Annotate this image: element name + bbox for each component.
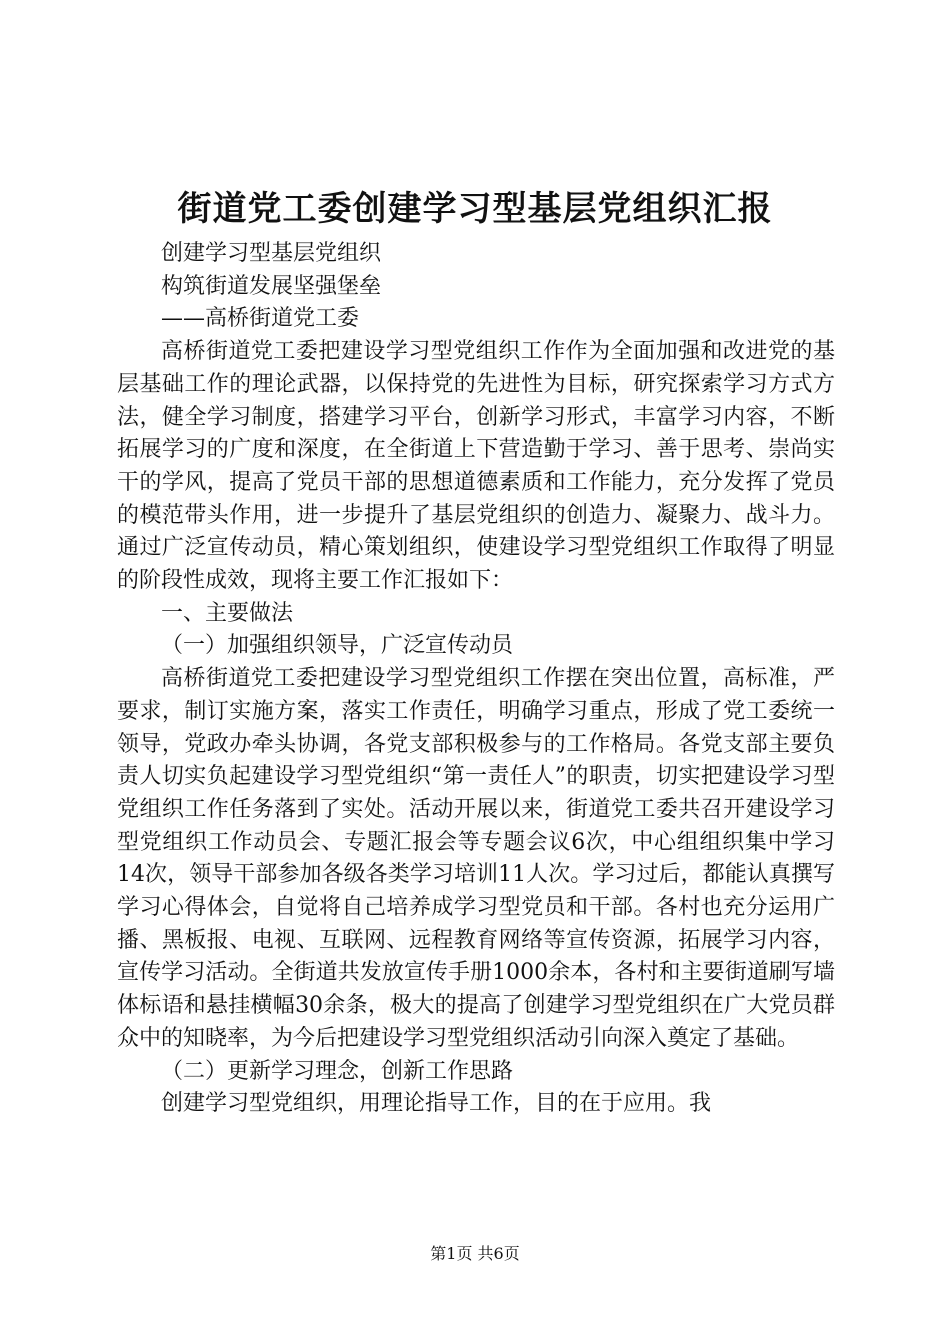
document-title: 街道党工委创建学习型基层党组织汇报: [177, 189, 773, 229]
document-body: [117, 238, 835, 1121]
subtitle-line-2: 构筑街道发展坚强堡垒: [161, 273, 382, 299]
body-paragraph-1: 高桥街道党工委把建设学习型党组织工作摆在突出位置，高标准，严要求，制订实施方案，落实工作责任，明确学习重点，形成了党工委统一领导，党政办牵头协调，各党支部积极参与的工作格局。各党支部主要负责人切实负起建设学习型党组织“第一责任人”的职责，切实把建设学习型党组织工作任务落到了实处。活动开展以来，街道党工委共召开建设学习型党组织工作动员会、专题汇报会等专题会议6次，中心组组织集中学习14次，领导干部参加各级各类学习培训11人次。学习过后，都能认真撰写学习心得体会，自觉将自己培养成学习型党员和干部。各村也充分运用广播、黑板报、电视、互联网、远程教育网络等宣传资源，拓展学习内容，宣传学习活动。全街道共发放宣传手册1000余本，各村和主要街道刷写墙体标语和悬挂横幅30余条，极大的提高了创建学习型党组织在广大党员群众中的知晓率，为今后把建设学习型党组织活动引向深入奠定了基础。: [117, 666, 835, 1051]
subtitle-line-1: 创建学习型基层党组织: [161, 241, 382, 266]
body-paragraph-2: 创建学习型党组织，用理论指导工作，目的在于应用。我: [161, 1091, 712, 1117]
subsection-heading-2: （二）更新学习理念，创新工作思路: [161, 1058, 514, 1084]
page-footer: 第1页 共6页: [430, 1244, 520, 1263]
section-heading-main-practices: 一、主要做法: [161, 600, 294, 626]
intro-paragraph: 高桥街道党工委把建设学习型党组织工作作为全面加强和改进党的基层基础工作的理论武器，以保持党的先进性为目标，研究探索学习方式方法，健全学习制度，搭建学习平台，创新学习形式，丰富学习内容，不断拓展学习的广度和深度，在全街道上下营造勤于学习、善于思考、崇尚实干的学风，提高了党员干部的思想道德素质和工作能力，充分发挥了党员的模范带头作用，进一步提升了基层党组织的创造力、凝聚力、战斗力。通过广泛宣传动员，精心策划组织，使建设学习型党组织工作取得了明显的阶段性成效，现将主要工作汇报如下：: [117, 339, 835, 594]
author-line: ——高桥街道党工委: [161, 306, 360, 332]
subsection-heading-1: （一）加强组织领导，广泛宣传动员: [161, 633, 514, 659]
